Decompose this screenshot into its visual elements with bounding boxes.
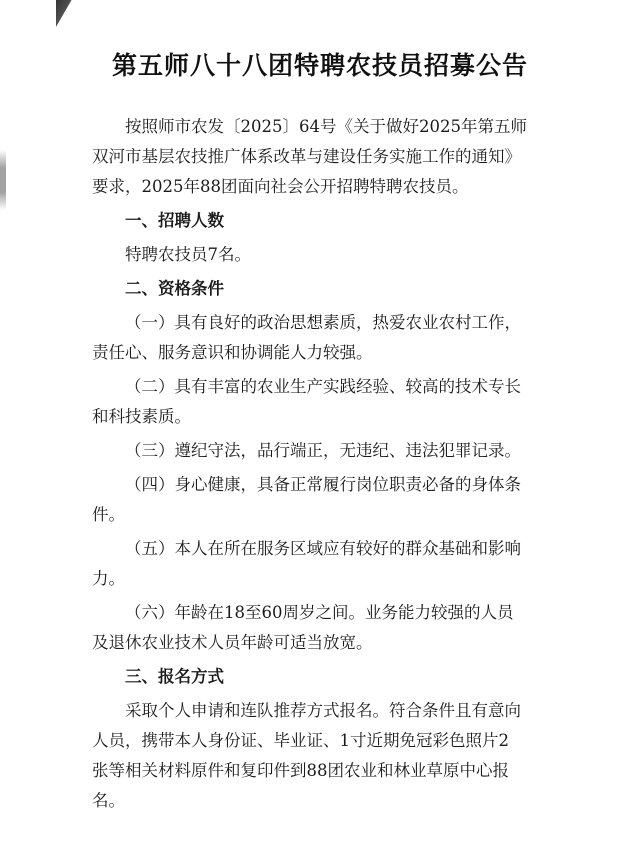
intro-line: 按照师市农发〔2025〕64号《关于做好2025年第五师	[125, 117, 527, 136]
section-heading-qualifications: 二、资格条件	[125, 279, 224, 298]
qualification-item	[92, 308, 562, 368]
scan-edge-mark	[0, 150, 6, 210]
intro-line: 双河市基层农技推广体系改革与建设任务实施工作的通知》	[92, 147, 521, 166]
qualification-line: 及退休农业技术人员年龄可适当放宽。	[92, 633, 373, 652]
qualification-line: 力。	[92, 569, 125, 588]
intro-line: 要求，2025年88团面向社会公开招聘特聘农技员。	[92, 177, 469, 196]
qualification-item	[92, 598, 562, 658]
qualification-item	[92, 436, 562, 466]
recruit-count-line: 特聘农技员7名。	[125, 245, 251, 264]
section-heading-registration: 三、报名方式	[125, 667, 224, 686]
section-heading-recruit-count: 一、招聘人数	[125, 211, 224, 230]
qualification-line: （三）遵纪守法，品行端正，无违纪、违法犯罪记录。	[125, 441, 521, 460]
qualification-line: （四）身心健康，具备正常履行岗位职责必备的身体条	[125, 475, 521, 494]
qualification-line: （二）具有丰富的农业生产实践经验、较高的技术专长	[125, 377, 521, 396]
document-body	[92, 112, 562, 820]
qualification-line: 和科技素质。	[92, 407, 191, 426]
registration-line: 张等相关材料原件和复印件到88团农业和林业草原中心报	[92, 761, 509, 780]
document-title: 第五师八十八团特聘农技员招募公告	[111, 51, 528, 80]
intro-paragraph	[92, 112, 562, 202]
qualification-line: （五）本人在所在服务区域应有较好的群众基础和影响	[125, 539, 521, 558]
registration-line: 名。	[92, 791, 125, 810]
qualification-item	[92, 534, 562, 594]
qualification-line: （六）年龄在18至60周岁之间。业务能力较强的人员	[125, 603, 514, 622]
qualification-line: 件。	[92, 505, 125, 524]
qualification-item	[92, 470, 562, 530]
registration-line: 人员，携带本人身份证、毕业证、1寸近期免冠彩色照片2	[92, 731, 509, 750]
qualification-line: （一）具有良好的政治思想素质，热爱农业农村工作，	[125, 313, 521, 332]
registration-line: 采取个人申请和连队推荐方式报名。符合条件且有意向	[125, 701, 521, 720]
registration-paragraph	[92, 696, 562, 816]
qualification-item	[92, 372, 562, 432]
qualification-line: 责任心、服务意识和协调能人力较强。	[92, 343, 373, 362]
scan-edge-mark	[56, 0, 74, 28]
recruit-count-paragraph	[92, 240, 562, 270]
